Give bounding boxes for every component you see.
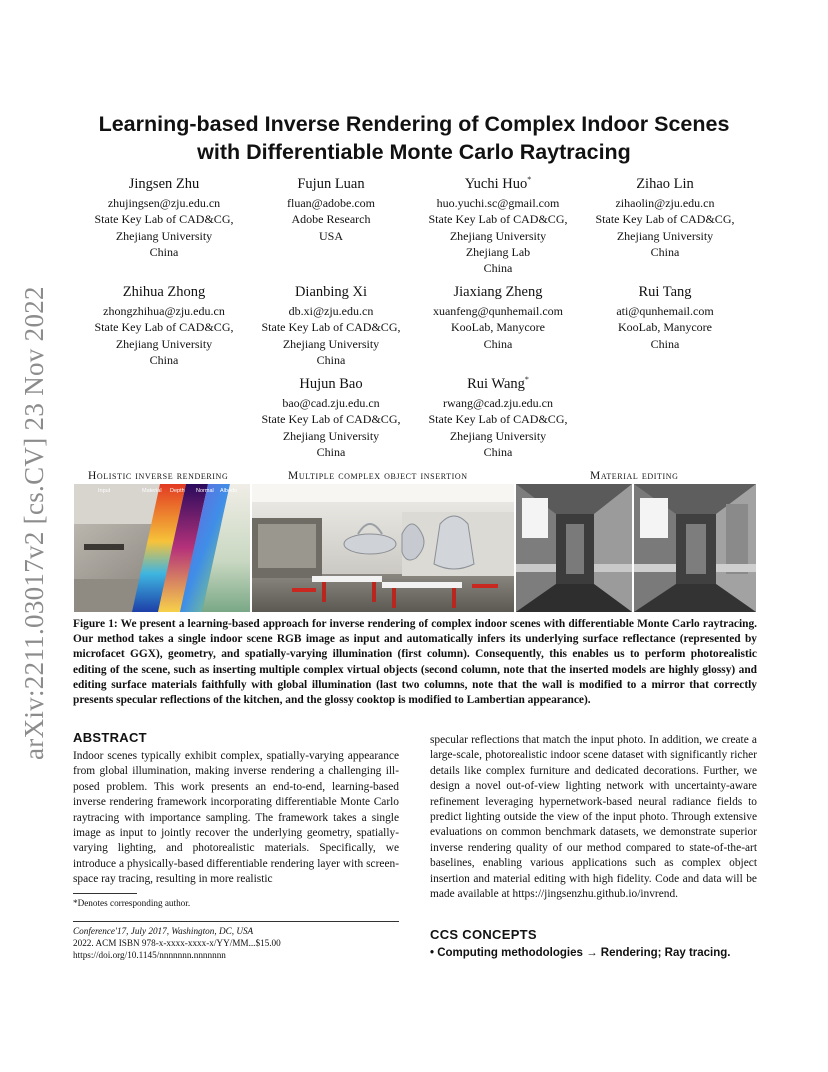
author-email: huo.yuchi.sc@gmail.com: [436, 196, 560, 210]
author-affiliation: China: [316, 444, 346, 459]
author-affiliation: State Key Lab of CAD&CG,: [428, 212, 568, 227]
strip-label-material: Material: [142, 488, 162, 494]
author-affiliation: Adobe Research: [291, 212, 371, 227]
strip-label-depth: Depth: [170, 488, 185, 494]
author-name: Fujun Luan: [297, 176, 365, 192]
author-email: zhongzhihua@zju.edu.cn: [103, 304, 225, 318]
abstract-heading: ABSTRACT: [73, 730, 147, 745]
author-block: [580, 175, 750, 260]
author-name: Zhihua Zhong: [122, 284, 206, 300]
author-name: Jiaxiang Zheng: [453, 284, 543, 300]
author-name: Hujun Bao: [299, 376, 363, 392]
author-email: ati@qunhemail.com: [616, 304, 714, 318]
object-insertion-image: [252, 484, 514, 612]
author-block: [246, 375, 416, 460]
author-affiliation: China: [650, 244, 680, 259]
publication-info: [73, 925, 281, 961]
author-affiliation: Zhejiang University: [449, 428, 547, 443]
author-affiliation: State Key Lab of CAD&CG,: [428, 412, 568, 427]
author-affiliation: State Key Lab of CAD&CG,: [261, 412, 401, 427]
author-affiliation: KooLab, Manycore: [618, 320, 712, 335]
figure-label-holistic: Holistic inverse rendering: [88, 470, 229, 482]
paper-title: [60, 110, 768, 166]
footnote: *Denotes corresponding author.: [73, 898, 191, 908]
author-affiliation: China: [316, 352, 346, 367]
ccs-concepts: • Computing methodologies → Rendering; Ray tracing.: [430, 947, 731, 959]
author-affiliation: Zhejiang University: [115, 336, 213, 351]
author-email: rwang@cad.zju.edu.cn: [442, 396, 553, 410]
author-block: [413, 175, 583, 276]
title-line-2: with Differentiable Monte Carlo Raytracing: [197, 140, 631, 164]
author-affiliation: Zhejiang University: [115, 228, 213, 243]
author-name: Dianbing Xi: [294, 284, 368, 300]
author-email: zhujingsen@zju.edu.cn: [107, 196, 221, 210]
figure-label-insertion: Multiple complex object insertion: [288, 470, 468, 482]
holistic-rendering-image: [74, 484, 250, 612]
title-line-1: Learning-based Inverse Rendering of Complex Indoor Scenes: [98, 112, 730, 136]
author-affiliation: Zhejiang University: [282, 336, 380, 351]
abstract-left-column: Indoor scenes typically exhibit complex, spatially-varying appearance from global illumination, making inverse rendering a challenging ill-posed problem. This work presents an end-to-end, learning-based inverse rendering framework incorporating differentiable Monte Carlo raytracing with importance sampling. The framework takes a single image as input to jointly recover the underlying geometry, spatially-varying lighting, and photorealistic materials. Specifically, we introduce a physically-based differentiable rendering layer with screen-space ray tracing, resulting in more realistic: [73, 750, 399, 886]
ccs-heading: CCS CONCEPTS: [430, 927, 537, 942]
author-affiliation: China: [149, 244, 179, 259]
strip-label-input: Input: [98, 488, 111, 494]
author-name: Rui Wang*: [467, 375, 529, 392]
author-name: Zihao Lin: [636, 176, 694, 192]
author-email: zihaolin@zju.edu.cn: [615, 196, 715, 210]
author-block: [580, 283, 750, 352]
author-block: [246, 283, 416, 368]
material-editing-image-1: [516, 484, 632, 612]
isbn-info: 2022. ACM ISBN 978-x-xxxx-xxxx-x/YY/MM...$15.00: [73, 938, 281, 948]
author-affiliation: Zhejiang University: [616, 228, 714, 243]
author-affiliation: State Key Lab of CAD&CG,: [595, 212, 735, 227]
author-affiliation: State Key Lab of CAD&CG,: [261, 320, 401, 335]
figure-caption: Figure 1: We present a learning-based approach for inverse rendering of complex indoor scenes with differentiable Monte Carlo raytracing. Our method takes a single indoor scene RGB image as input and automatically infers its underlying surface reflectance (represented by microfacet GGX), geometry, and spatially-varying illumination (first column). Consequently, this enables us to perform photorealistic editing of the scene, such as inserting multiple complex virtual objects (second column, note that the inserted models are highly glossy) and editing surface materials faithfully with global illumination (last two columns, note that the wall is modified to a mirror that correctly presents specular reflections of the kitchen, and the glossy cooktop is modified to Lambertian appearance).: [73, 618, 757, 707]
author-block: [413, 375, 583, 460]
author-affiliation: USA: [318, 228, 343, 243]
author-affiliation: KooLab, Manycore: [451, 320, 545, 335]
arxiv-identifier: arXiv:2211.03017v2 [cs.CV] 23 Nov 2022: [19, 286, 49, 760]
author-affiliation: Zhejiang University: [282, 428, 380, 443]
doi-link[interactable]: https://doi.org/10.1145/nnnnnnn.nnnnnnn: [73, 950, 226, 960]
material-editing-image-2: [634, 484, 756, 612]
author-email: db.xi@zju.edu.cn: [288, 304, 374, 318]
abstract-right-column: specular reflections that match the input photo. In addition, we create a large-scale, photorealistic indoor scene dataset with significantly richer details like complex furniture and dedicated decorations. Further, we design a novel out-of-view lighting network with uncertainty-aware refinement leveraging hypernetwork-based neural radiance fields to predict lighting outside the view of the input photo. Through extensive evaluations on common benchmark datasets, we demonstrate superior inverse rendering quality of our method compared to state-of-the-art baselines, enabling various applications such as complex object insertion and material editing with high fidelity. Code and data will be made available at https://jingsenzhu.github.io/invrend.: [430, 734, 757, 901]
author-email: bao@cad.zju.edu.cn: [282, 396, 380, 410]
conference-info: Conference'17, July 2017, Washington, DC, USA: [73, 926, 254, 936]
author-affiliation: State Key Lab of CAD&CG,: [94, 212, 234, 227]
author-block: [246, 175, 416, 244]
author-email: xuanfeng@qunhemail.com: [432, 304, 563, 318]
conference-rule: [73, 921, 399, 922]
author-affiliation: State Key Lab of CAD&CG,: [94, 320, 234, 335]
author-block: [79, 175, 249, 260]
figure-label-material: Material editing: [590, 470, 679, 482]
author-name: Yuchi Huo*: [464, 175, 532, 192]
author-affiliation: China: [483, 336, 513, 351]
author-block: [79, 283, 249, 368]
author-affiliation: Zhejiang Lab: [465, 244, 531, 259]
author-email: fluan@adobe.com: [286, 196, 376, 210]
author-affiliation: China: [483, 261, 513, 276]
author-affiliation: Zhejiang University: [449, 228, 547, 243]
footnote-rule: [73, 893, 137, 894]
author-affiliation: China: [650, 336, 680, 351]
author-block: [413, 283, 583, 352]
author-name: Rui Tang: [638, 284, 692, 300]
author-affiliation: China: [483, 444, 513, 459]
author-affiliation: China: [149, 352, 179, 367]
strip-label-normal: Normal: [196, 488, 214, 494]
strip-label-albedo: Albedo: [220, 488, 238, 494]
author-name: Jingsen Zhu: [128, 176, 200, 192]
